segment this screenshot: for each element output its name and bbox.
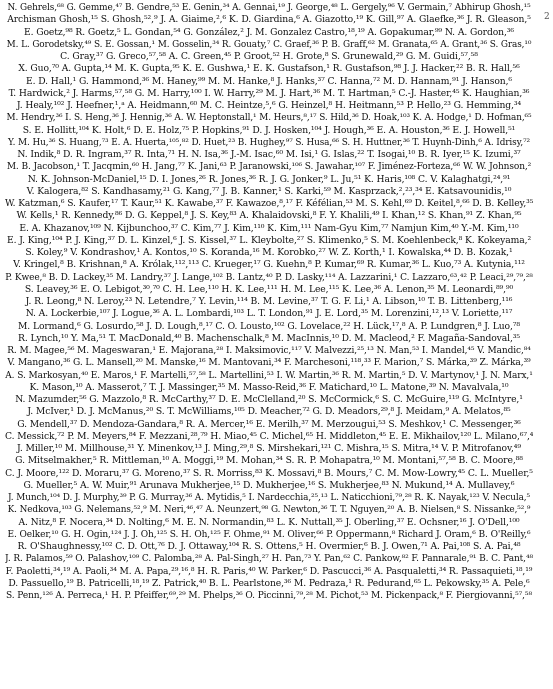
author-line: W. Katzman,⁶ S. Kaufer,¹⁷ T. Kaur,⁵¹ K. Kawabe,³⁷ F. Kawazoe,⁸,¹⁷ F. Kéfélian,⁵³ M. S. Kehl,⁶⁹ D. Keitel,⁸,⁶⁶ D. B. Kelley,³⁵ (5, 199, 533, 209)
author-line: Y. M. Hu,³⁶ S. Huang,⁷³ E. A. Huerta,¹⁰⁵,⁸² D. Huet,²³ B. Hughey,⁹⁷ S. Husa,⁶⁶ S. H. Huttner,³⁶ T. Huynh-Dinh,⁶ A. Idrisy,⁷² (8, 137, 530, 148)
author-line: G. Mueller,⁵ A. W. Muir,⁹¹ Arunava Mukherjee,¹⁵ D. Mukherjee,¹⁶ S. Mukherjee,⁸³ N. Mukund,¹⁴ A. Mullavey,⁶ (23, 479, 515, 491)
author-line: Archisman Ghosh,¹⁵ S. Ghosh,⁵²,⁹ J. A. Giaime,²,⁶ K. D. Giardina,⁶ A. Giazotto,¹⁹ K. Gill,⁹⁷ A. Glaefke,³⁶ J. R. Gleason,⁵ (7, 14, 531, 26)
author-list (5, 2, 533, 602)
author-line: V. Kringel,⁸ B. Krishnan,⁸ A. Królak,¹¹²,¹¹³ C. Krueger,¹⁷ G. Kuehn,⁸ P. Kumar,⁶⁹ R. Kumar,³⁶ L. Kuo,⁷³ A. Kutynia,¹¹² (13, 259, 525, 271)
author-line: J. R. Leong,⁸ N. Leroy,²³ N. Letendre,⁷ Y. Levin,¹¹⁴ B. M. Levine,³⁷ T. G. F. Li,¹ A. Libson,¹⁰ T. B. Littenberg,¹¹⁶ (25, 296, 513, 307)
author-line: S. Leavey,³⁶ E. O. Lebigot,³⁰,⁷⁰ C. H. Lee,¹¹⁰ H. K. Lee,¹¹¹ H. M. Lee,¹¹⁵ K. Lee,³⁶ A. Lenon,³⁵ M. Leonardi,⁸⁹,⁹⁰ (24, 283, 514, 295)
author-line: N. Gehrels,⁶⁸ G. Gemme,⁴⁷ B. Gendre,⁵³ E. Genin,³⁴ A. Gennai,¹⁹ J. George,⁴⁸ L. Gergely,⁹⁶ V. Germain,⁷ Abhirup Ghosh,¹⁵ (7, 3, 531, 13)
author-line: V. Mangano,³⁶ G. L. Mansell,²⁰ M. Manske,¹⁶ M. Mantovani,³⁴ F. Marchesoni,¹¹⁸,³³ F. Marion,⁷ S. Márka,³⁹ Z. Márka,³⁹ (7, 358, 531, 369)
author-line: S. E. Hollitt,¹⁰⁴ K. Holt,⁶ D. E. Holz,⁷⁵ P. Hopkins,⁹¹ D. J. Hosken,¹⁰⁴ J. Hough,³⁶ E. A. Houston,³⁶ E. J. Howell,⁵¹ (22, 124, 516, 136)
author-line: R. O'Shaughnessy,¹⁰² C. D. Ott,⁷⁶ D. J. Ottaway,¹⁰⁴ R. S. Ottens,⁵ H. Overmier,⁶ B. J. Owen,⁷¹ A. Pai,¹⁰⁸ S. A. Pai,⁴⁸ (17, 541, 521, 552)
author-line: E. Goetz,⁹⁸ R. Goetz,⁵ L. Gondan,⁵⁴ G. González,² J. M. Gonzalez Castro,¹⁸,¹⁹ A. Gopakumar,⁹⁹ N. A. Gordon,³⁶ (24, 26, 514, 38)
author-line: C. J. Moore,¹²² D. Moraru,³⁷ G. Moreno,³⁷ S. R. Morriss,⁸³ K. Mossavi,⁸ B. Mours,⁷ C. M. Mow-Lowry,⁴⁵ C. L. Mueller,⁵ (5, 467, 533, 479)
author-line: E. A. Khazanov,¹⁰⁹ N. Kijbunchoo,³⁷ C. Kim,⁷⁷ J. Kim,¹¹⁰ K. Kim,¹¹¹ Nam-Gyu Kim,⁷⁷ Namjun Kim,⁴⁰ Y.-M. Kim,¹¹⁰ (19, 222, 519, 234)
author-line: X. Guo,⁷⁰ A. Gupta,¹⁴ M. K. Gupta,⁹⁵ K. E. Gushwa,¹ E. K. Gustafson,¹ R. Gustafson,⁹⁸ J. J. Hacker,²² B. R. Hall,⁵⁶ (18, 63, 520, 75)
author-line: N. Mazumder,⁵⁶ G. Mazzolo,⁸ R. McCarthy,³⁷ D. E. McClelland,²⁰ S. McCormick,⁶ S. C. McGuire,¹¹⁹ G. McIntyre,¹ (15, 394, 523, 405)
author-line: J. R. Palamos,⁵⁹ O. Palashov,¹⁰⁹ C. Palomba,²⁸ A. Pal-Singh,²⁷ H. Pan,⁷³ Y. Pan,⁶² C. Pankow,⁸² F. Pannarale,⁹¹ B. C. Pant,⁴⁸ (5, 554, 533, 565)
author-line: J. McIver,¹ D. J. McManus,²⁰ S. T. McWilliams,¹⁰⁵ D. Meacher,⁷² G. D. Meadors,²⁹,⁸ J. Meidam,⁹ A. Melatos,⁸⁵ (27, 406, 511, 418)
author-line: W. Kells,¹ R. Kennedy,⁸⁶ D. G. Keppel,⁸ J. S. Key,⁸³ A. Khalaidovski,⁸ F. Y. Khalili,⁴⁹ I. Khan,¹² S. Khan,⁹¹ Z. Khan,⁹⁵ (16, 210, 522, 222)
author-line: K. Nedkova,¹⁰³ G. Nelemans,⁵²,⁹ M. Neri,⁴⁶,⁴⁷ A. Neunzert,⁹⁸ G. Newton,³⁶ T. T. Nguyen,²⁰ A. B. Nielsen,⁸ S. Nissanke,⁵²,⁹ (7, 505, 531, 516)
author-line: N. Indik,⁸ D. R. Ingram,³⁷ R. Inta,⁷¹ H. N. Isa,³⁶ J.-M. Isac,⁶⁰ M. Isi,¹ G. Islas,²² T. Isogai,¹⁰ B. R. Iyer,¹⁵ K. Izumi,³⁷ (17, 149, 521, 160)
author-line: G. Mitselmakher,⁵ R. Mittleman,¹⁰ A. Moggi,¹⁹ M. Mohan,³⁴ S. R. P. Mohapatra,¹⁰ M. Montani,⁵⁷,⁵⁸ B. C. Moore,⁸⁸ (15, 455, 523, 467)
author-line: J. Munch,¹⁰⁴ D. J. Murphy,³⁹ P. G. Murray,³⁶ A. Mytidis,⁵ I. Nardecchia,²⁵,¹³ L. Naticchioni,⁷⁹,²⁸ R. K. Nayak,¹²³ V. Necula,⁵ (8, 493, 530, 503)
author-line: V. Kalogera,⁸² S. Kandhasamy,²¹ G. Kang,⁷⁷ J. B. Kanner,¹ S. Karki,⁵⁹ M. Kasprzack,²,²³,³⁴ E. Katsavounidis,¹⁰ (26, 185, 512, 197)
author-line: M. B. Jacobson,¹ T. Jacqmin,⁶⁰ H. Jang,⁷⁷ K. Jani,⁶³ P. Jaranowski,¹⁰⁶ S. Jawahar,¹⁰⁷ F. Jiménez-Forteza,⁶⁶ W. W. Johnson,² (6, 162, 532, 173)
author-line: E. D. Hall,¹ G. Hammond,³⁶ M. Haney,⁹⁹ M. M. Hanke,⁸ J. Hanks,³⁷ C. Hanna,⁷² M. D. Hannam,⁹¹ J. Hanson,⁶ (25, 75, 512, 87)
author-line: P. Kwee,⁸ B. D. Lackey,³⁵ M. Landry,³⁷ J. Lange,¹⁰² B. Lantz,⁴⁰ P. D. Lasky,¹¹⁴ A. Lazzarini,¹ C. Lazzaro,⁶³,⁴² P. Leaci,²⁹,⁷⁹,²⁸ (5, 272, 533, 283)
author-line: R. Lynch,¹⁰ Y. Ma,⁵¹ T. MacDonald,⁴⁰ B. Machenschalk,⁸ M. MacInnis,¹⁰ D. M. Macleod,² F. Magaña-Sandoval,³⁵ (18, 332, 520, 344)
author-line: J. Miller,¹⁰ M. Millhouse,³¹ Y. Minenkov,¹³ J. Ming,²⁹,⁸ S. Mirshekari,¹²¹ C. Mishra,¹⁵ S. Mitra,¹⁴ V. P. Mitrofanov,⁴⁹ (17, 443, 521, 454)
author-line: M. L. Gorodetsky,⁴⁹ S. E. Gossan,¹ M. Gosselin,³⁴ R. Gouaty,⁷ C. Graef,³⁶ P. B. Graff,⁶² M. Granata,⁶⁵ A. Grant,³⁶ S. Gras,¹⁰ (6, 39, 532, 50)
author-line: A. S. Markosyan,⁴⁰ E. Maros,¹ F. Martelli,⁵⁷,⁵⁸ L. Martellini,⁵³ I. W. Martin,³⁶ R. M. Martin,⁵ D. V. Martynov,¹ J. N. Marx,¹ (5, 370, 533, 381)
margin-mark: 2 (544, 12, 550, 22)
author-line: N. A. Lockerbie,¹⁰⁷ J. Logue,³⁶ A. L. Lombardi,¹⁰³ L. T. London,⁹¹ J. E. Lord,³⁵ M. Lorenzini,¹²,¹³ V. Loriette,¹¹⁷ (25, 308, 513, 320)
author-line: J. Healy,¹⁰² J. Heefner,¹,ᵃ A. Heidmann,⁶⁰ M. C. Heintze,⁵,⁶ G. Heinzel,⁸ H. Heitmann,⁵³ P. Hello,²³ G. Hemming,³⁴ (16, 100, 522, 111)
author-line: T. Hardwick,² J. Harms,⁵⁷,⁵⁸ G. M. Harry,¹⁰⁰ I. W. Harry,²⁹ M. J. Hart,³⁶ M. T. Hartman,⁵ C.-J. Haster,⁴⁵ K. Haughian,³⁶ (8, 87, 530, 99)
author-line: M. Lormand,⁶ G. Losurdo,⁵⁸ J. D. Lough,⁸,¹⁷ C. O. Lousto,¹⁰² G. Lovelace,²² H. Lück,¹⁷,⁸ A. P. Lundgren,⁸ J. Luo,⁷⁸ (18, 320, 520, 332)
author-line: E. J. King,¹⁰⁴ P. J. King,³⁷ D. L. Kinzel,⁶ J. S. Kissel,³⁷ L. Kleybolte,²⁷ S. Klimenko,⁵ S. M. Koehlenbeck,⁸ K. Kokeyama,² (6, 234, 532, 246)
author-line: C. Gray,³⁷ G. Greco,⁵⁷,⁵⁸ A. C. Green,⁴⁵ P. Groot,⁵² H. Grote,⁸ S. Grunewald,²⁹ G. M. Guidi,⁵⁷,⁵⁸ (60, 51, 478, 62)
author-line: K. Mason,¹⁰ A. Masserot,⁷ T. J. Massinger,³⁵ M. Masso-Reid,³⁶ F. Matichard,¹⁰ L. Matone,³⁹ N. Mavalvala,¹⁰ (29, 381, 509, 393)
author-line: A. Nitz,⁸ F. Nocera,³⁴ D. Nolting,⁶ M. E. N. Normandin,⁸³ L. K. Nuttall,³⁵ J. Oberling,³⁷ E. Ochsner,¹⁶ J. O'Dell,¹⁰⁰ (18, 516, 520, 528)
author-line: E. Oelker,¹⁰ G. H. Ogin,¹²⁴ J. J. Oh,¹²⁵ S. H. Oh,¹²⁵ F. Ohme,⁹¹ M. Oliver,⁶⁶ P. Oppermann,⁸ Richard J. Oram,⁶ B. O'Reilly,⁶ (7, 529, 531, 540)
author-line: R. M. Magee,⁵⁶ M. Mageswaran,¹ E. Majorana,²⁸ I. Maksimovic,¹¹⁷ V. Malvezzi,²⁵,¹³ N. Man,⁵³ I. Mandel,⁴⁵ V. Mandic,⁸⁴ (7, 346, 531, 356)
page-gutter (538, 0, 553, 689)
author-line: C. Messick,⁷² P. M. Meyers,⁸⁴ F. Mezzani,²⁸,⁷⁹ H. Miao,⁴⁵ C. Michel,⁶⁵ H. Middleton,⁴⁵ E. E. Mikhailov,¹²⁰ L. Milano,⁶⁷,⁴ (5, 430, 533, 442)
author-line: G. Mendell,³⁷ D. Mendoza-Gandara,⁸ R. A. Mercer,¹⁶ E. Merilh,³⁷ M. Merzougui,⁵³ S. Meshkov,¹ C. Messenger,³⁶ (17, 418, 521, 430)
author-line: S. Koley,⁹ V. Kondrashov,¹ A. Kontos,¹⁰ S. Koranda,¹⁶ M. Korobko,²⁷ W. Z. Korth,¹ I. Kowalska,⁴⁴ D. B. Kozak,¹ (25, 247, 513, 258)
author-line: M. Hendry,³⁶ I. S. Heng,³⁶ J. Hennig,³⁶ A. W. Heptonstall,¹ M. Heurs,⁸,¹⁷ S. Hild,³⁶ D. Hoak,¹⁰³ K. A. Hodge,¹ D. Hofman,⁶⁵ (6, 113, 532, 124)
author-line: D. Passuello,¹⁹ B. Patricelli,¹⁸,¹⁹ Z. Patrick,⁴⁰ B. L. Pearlstone,³⁶ M. Pedraza,¹ R. Pedurand,⁶⁵ L. Pekowsky,³⁵ A. Pele,⁶ (8, 577, 530, 589)
author-line: F. Paoletti,³⁴,¹⁹ A. Paoli,³⁴ M. A. Papa,²⁹,¹⁶,⁸ H. R. Paris,⁴⁰ W. Parker,⁶ D. Pascucci,³⁶ A. Pasqualetti,³⁴ R. Passaquieti,¹⁸,¹⁹ (5, 566, 533, 577)
author-line: N. K. Johnson-McDaniel,¹⁵ D. I. Jones,²⁶ R. Jones,³⁶ R. J. G. Jonker,⁹ L. Ju,⁵¹ K. Haris,¹⁰⁸ C. V. Kalaghatgi,²⁴,⁹¹ (27, 173, 511, 185)
author-line: S. Penn,¹²⁶ A. Perreca,¹ H. P. Pfeiffer,⁶⁹,²⁹ M. Phelps,³⁶ O. Piccinni,⁷⁹,²⁸ M. Pichot,⁵³ M. Pickenpack,⁸ F. Piergiovanni,⁵⁷,⁵⁸ (6, 591, 532, 601)
